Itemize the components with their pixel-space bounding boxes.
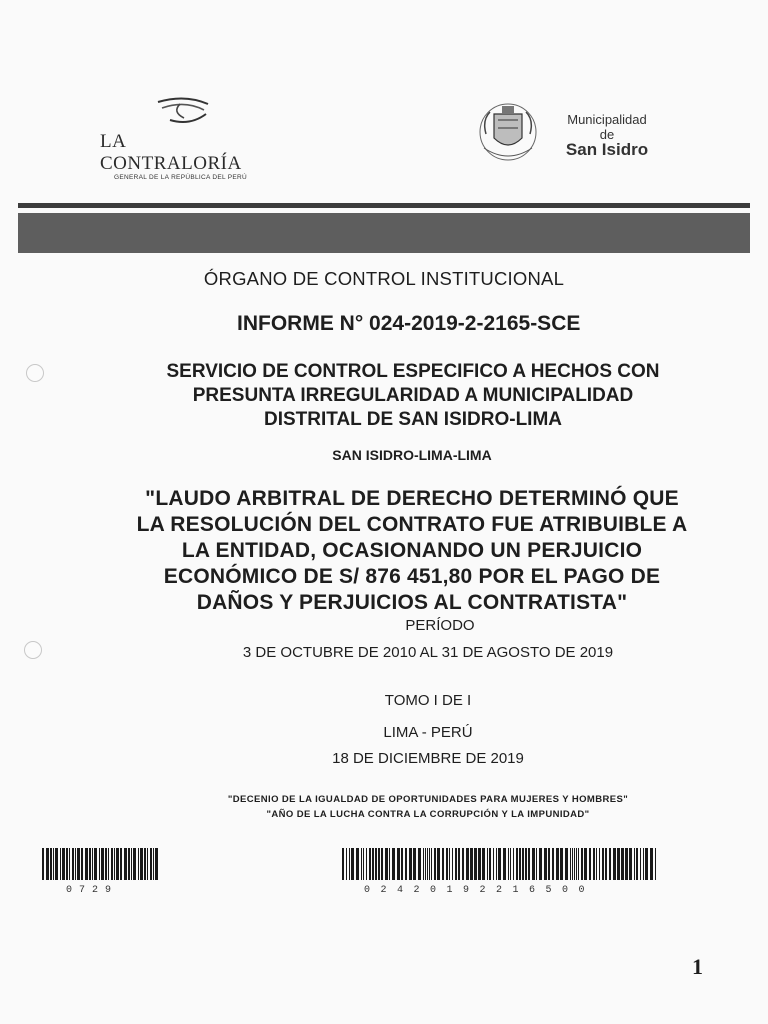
subject-line: LA ENTIDAD, OCASIONANDO UN PERJUICIO xyxy=(181,539,643,562)
contraloria-subtitle: GENERAL DE LA REPÚBLICA DEL PERÚ xyxy=(114,174,248,181)
period-value: 3 DE OCTUBRE DE 2010 AL 31 DE AGOSTO DE 2019 xyxy=(242,644,614,661)
muni-line2: de xyxy=(599,127,615,142)
contraloria-emblem-icon xyxy=(150,96,220,124)
punch-hole-bottom xyxy=(24,641,42,659)
subject-line: ECONÓMICO DE S/ 876 451,80 POR EL PAGO DE xyxy=(163,565,661,588)
header-rule xyxy=(18,203,750,208)
report-date: 18 DE DICIEMBRE DE 2019 xyxy=(332,750,524,767)
volume: TOMO I DE I xyxy=(384,692,472,709)
barcode-bars xyxy=(342,848,658,880)
decade-note: "DECENIO DE LA IGUALDAD DE OPORTUNIDADES PARA MUJERES Y HOMBRES" xyxy=(227,794,629,805)
location: SAN ISIDRO-LIMA-LIMA xyxy=(332,447,492,463)
header-band xyxy=(18,213,750,253)
barcode-bars xyxy=(42,848,160,880)
service-line: PRESUNTA IRREGULARIDAD A MUNICIPALIDAD xyxy=(192,385,634,406)
service-line: DISTRITAL DE SAN ISIDRO-LIMA xyxy=(263,409,563,430)
city: LIMA - PERÚ xyxy=(383,724,473,741)
page-number: 1 xyxy=(692,954,703,979)
contraloria-logo xyxy=(100,96,270,181)
muni-line3: San Isidro xyxy=(565,140,649,159)
san-isidro-logo xyxy=(476,100,649,171)
barcode-digits: 0729 xyxy=(66,885,119,896)
service-line: SERVICIO DE CONTROL ESPECIFICO A HECHOS CON xyxy=(166,361,660,382)
san-isidro-seal-icon xyxy=(476,100,542,166)
report-subject xyxy=(0,486,768,616)
barcode-digits: 02420192216500 xyxy=(364,885,596,896)
service-title xyxy=(0,360,768,432)
subject-line: LA RESOLUCIÓN DEL CONTRATO FUE ATRIBUIBLE A xyxy=(136,513,688,536)
barcode-large xyxy=(342,848,658,896)
barcode-small xyxy=(42,848,160,896)
period-label: PERÍODO xyxy=(405,617,475,634)
report-number: INFORME N° 024-2019-2-2165-SCE xyxy=(237,312,581,335)
subject-line: DAÑOS Y PERJUICIOS AL CONTRATISTA" xyxy=(196,591,628,614)
organ-title: ÓRGANO DE CONTROL INSTITUCIONAL xyxy=(203,268,565,289)
contraloria-brand: LA CONTRALORÍA xyxy=(100,131,242,174)
subject-line: "LAUDO ARBITRAL DE DERECHO DETERMINÓ QUE xyxy=(145,487,679,510)
muni-line1: Municipalidad xyxy=(567,112,647,127)
year-note: "AÑO DE LA LUCHA CONTRA LA CORRUPCIÓN Y LA IMPUNIDAD" xyxy=(266,809,590,820)
san-isidro-wordmark xyxy=(552,112,662,157)
